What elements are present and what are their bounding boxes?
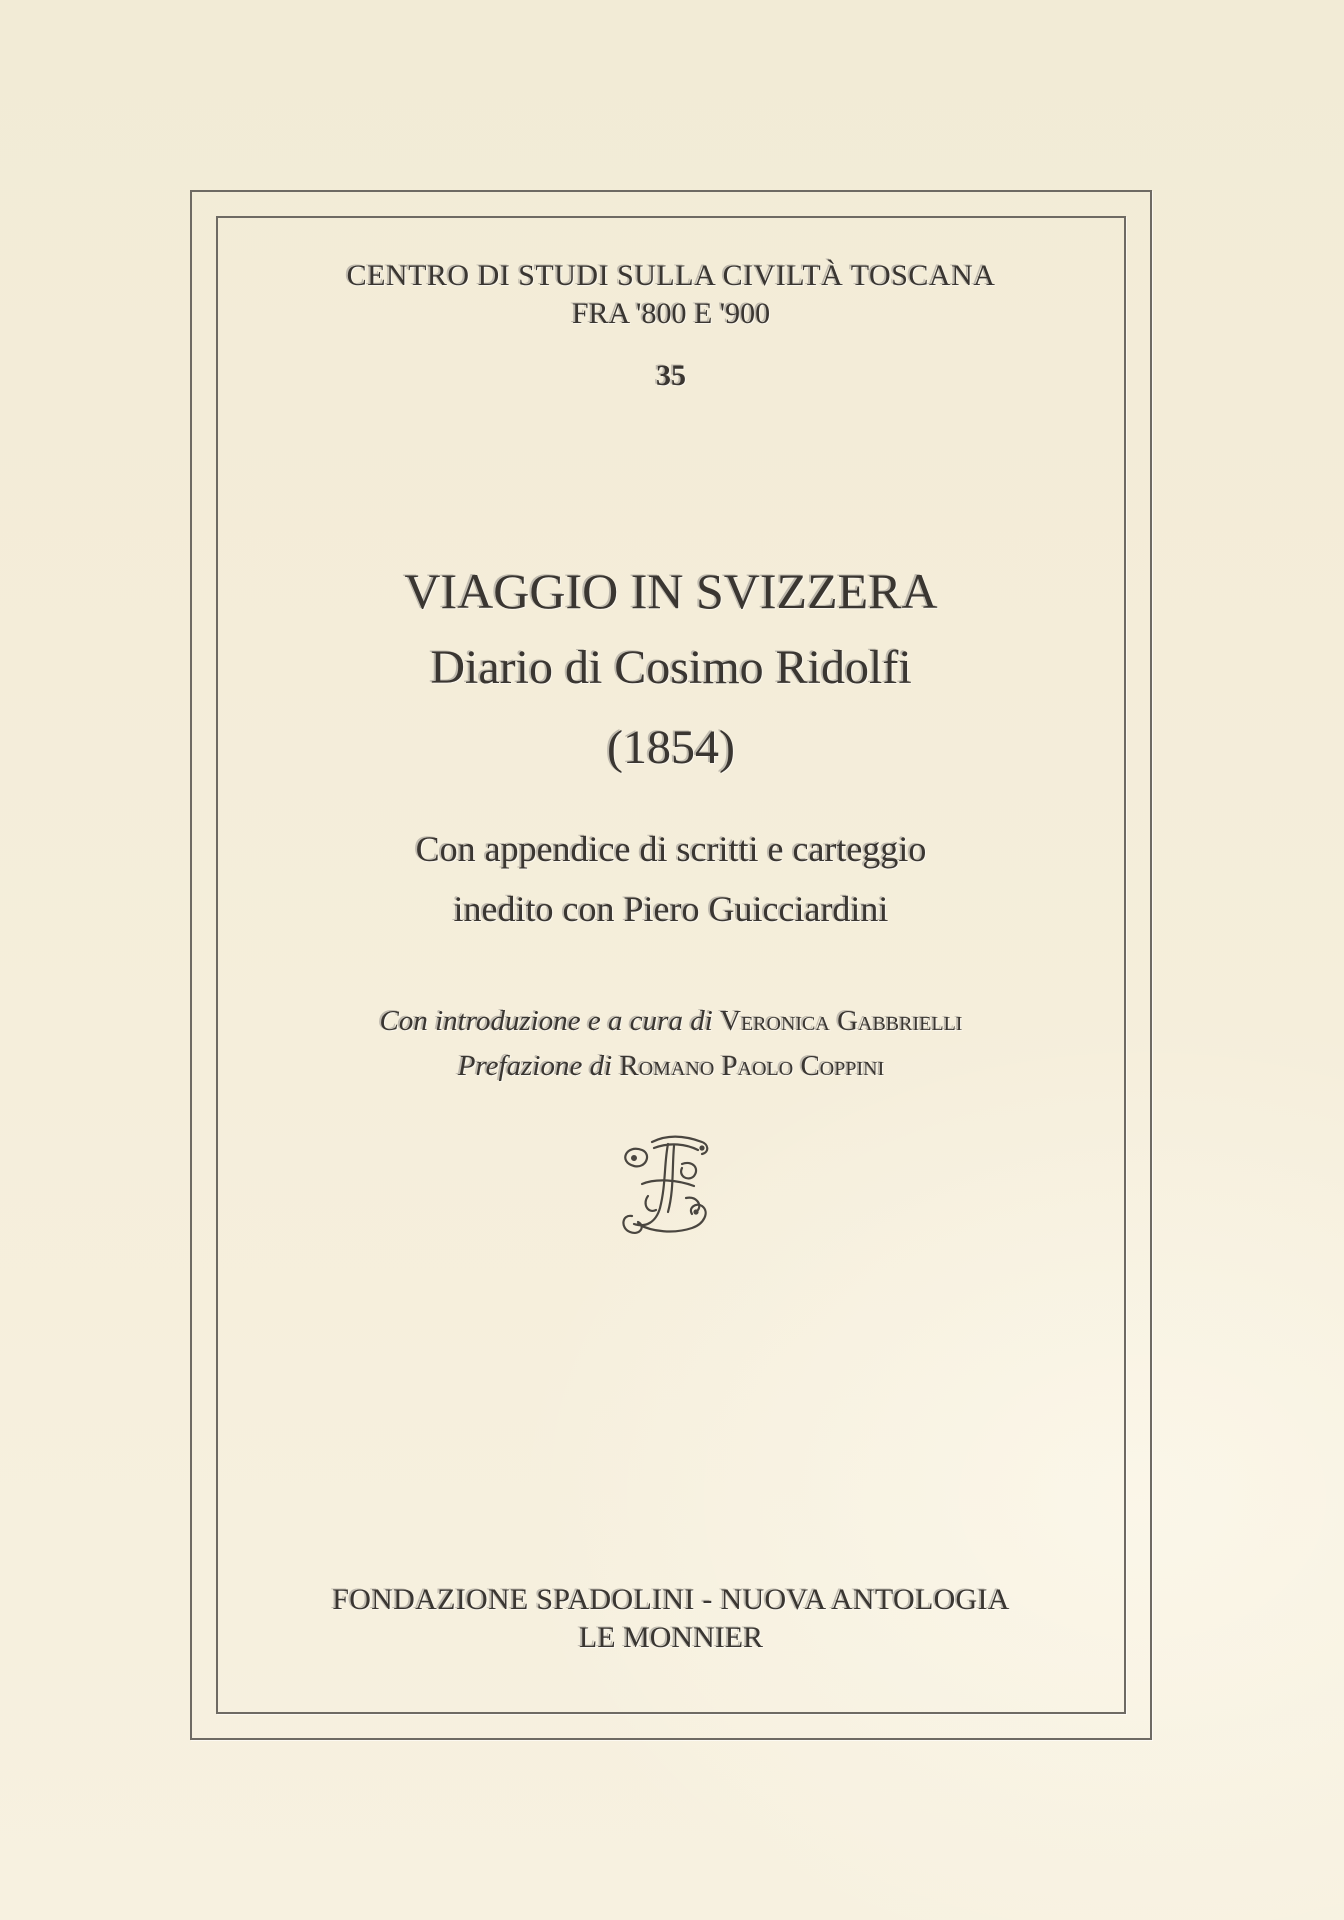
preface-role: Prefazione di [457,1050,613,1082]
series-number: 35 [656,359,686,392]
editor-name: Veronica Gabbrielli [720,1005,963,1037]
preface-credit [216,1048,1126,1084]
book-title: VIAGGIO IN SVIZZERA [404,563,938,619]
editor-credit [216,1003,1126,1039]
book-subtitle: Diario di Cosimo Ridolfi [430,641,912,694]
ornate-monogram-icon [612,1124,724,1242]
preface-name: Romano Paolo Coppini [619,1050,885,1082]
book-year: (1854) [607,721,735,774]
editor-role: Con introduzione e a cura di [379,1005,713,1037]
appendix-line-2: inedito con Piero Guicciardini [453,889,889,929]
publisher-imprint: LE MONNIER [578,1621,764,1654]
appendix-line-1: Con appendice di scritti e carteggio [415,829,927,869]
series-title: CENTRO DI STUDI SULLA CIVILTÀ TOSCANA [346,259,996,292]
publisher-name: FONDAZIONE SPADOLINI - NUOVA ANTOLOGIA [332,1583,1010,1616]
inner-border-frame [216,216,1126,1714]
series-subtitle: FRA '800 E '900 [571,297,771,330]
